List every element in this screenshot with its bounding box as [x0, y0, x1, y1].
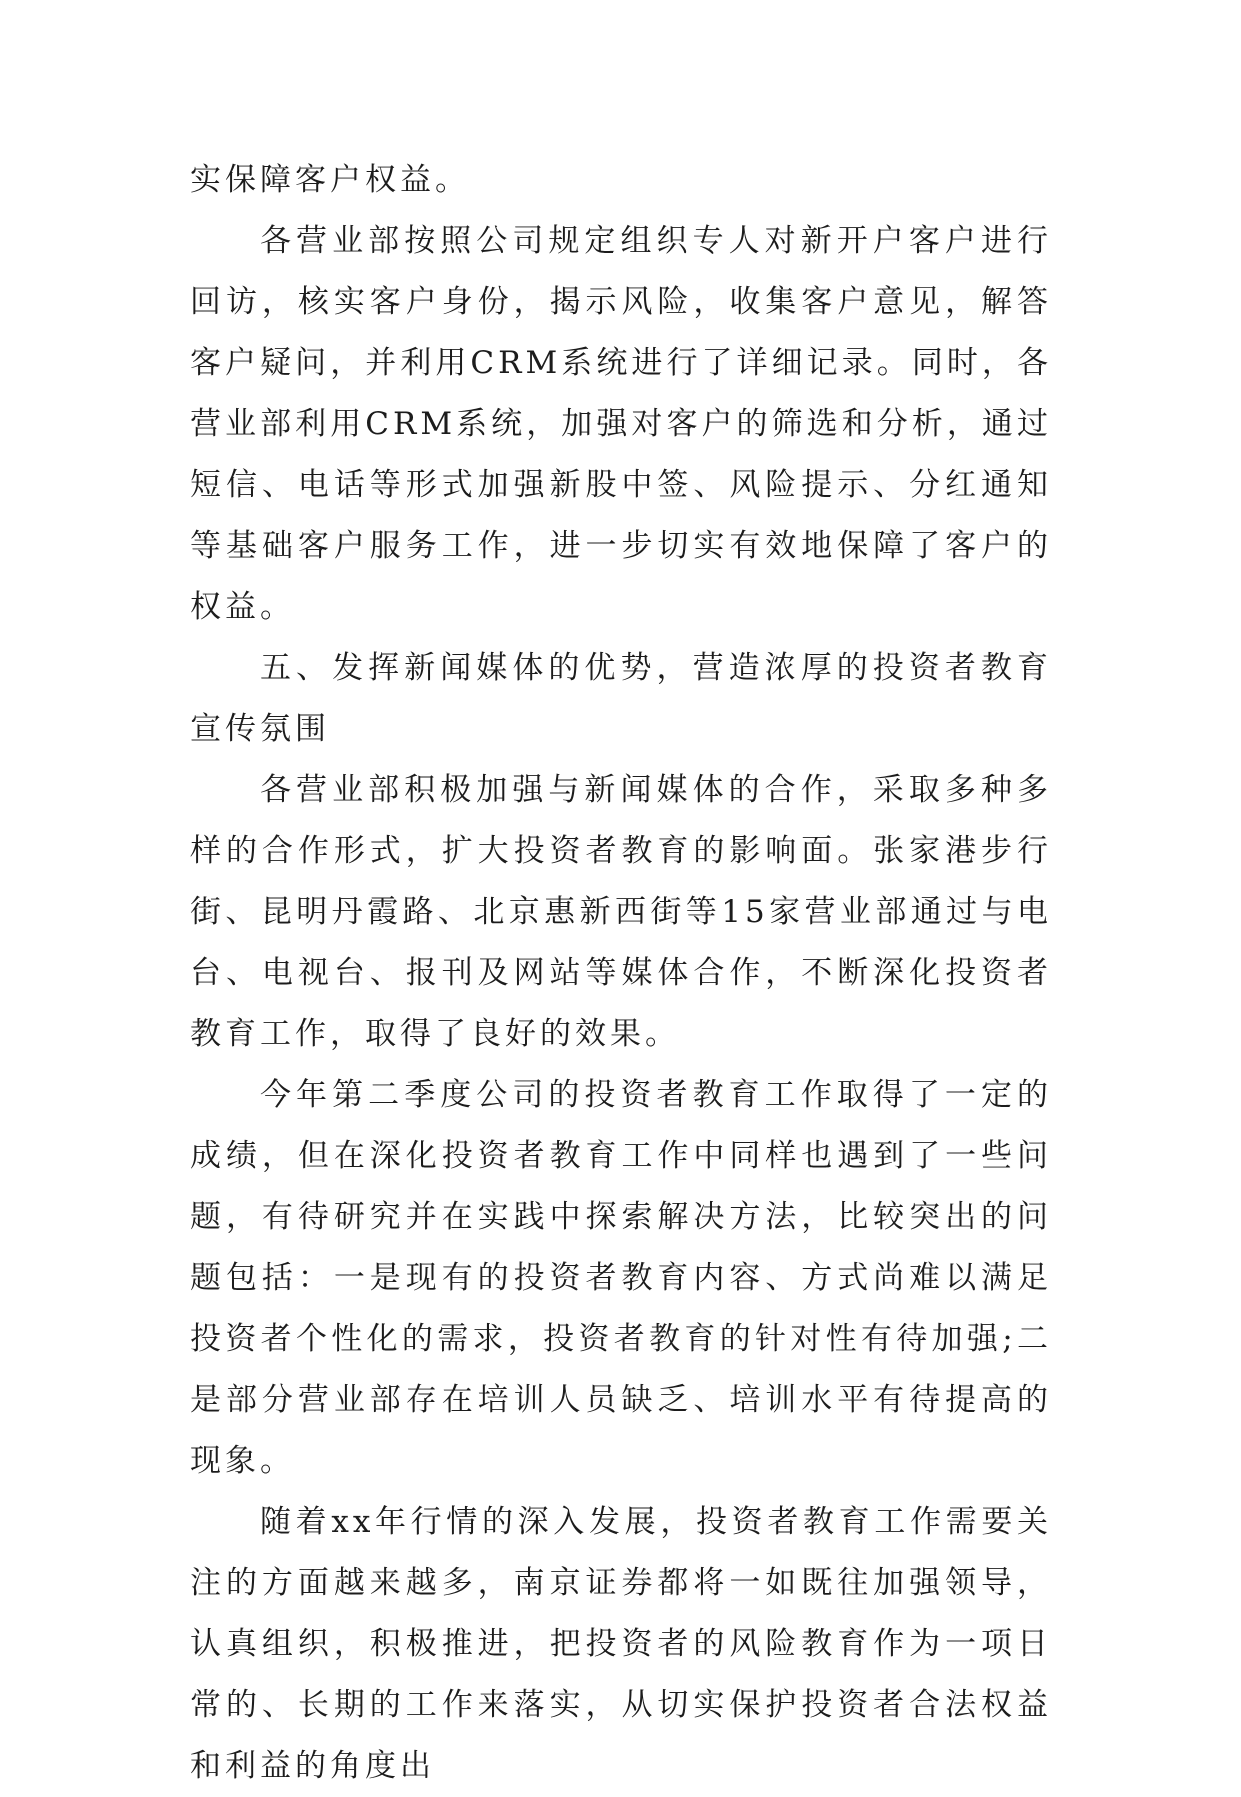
paragraph-outlook: 随着xx年行情的深入发展，投资者教育工作需要关注的方面越来越多，南京证券都将一如既往加强领导，认真组织，积极推进，把投资者的风险教育作为一项日常的、长期的工作来落实，从切实保护投资者合法权益和利益的角度出: [190, 1504, 1052, 1784]
paragraph-continuation: 实保障客户权益。: [190, 162, 470, 198]
paragraph-media-cooperation: 各营业部积极加强与新闻媒体的合作，采取多种多样的合作形式，扩大投资者教育的影响面。张家港步行街、昆明丹霞路、北京惠新西街等15家营业部通过与电台、电视台、报刊及网站等媒体合作，不断深化投资者教育工作，取得了良好的效果。: [190, 772, 1052, 1052]
section-heading-media: 五、发挥新闻媒体的优势，营造浓厚的投资者教育宣传氛围: [190, 650, 1052, 747]
document-page: [190, 150, 1052, 1797]
paragraph-problems: 今年第二季度公司的投资者教育工作取得了一定的成绩，但在深化投资者教育工作中同样也遇到了一些问题，有待研究并在实践中探索解决方法，比较突出的问题包括：一是现有的投资者教育内容、方式尚难以满足投资者个性化的需求，投资者教育的针对性有待加强;二是部分营业部存在培训人员缺乏、培训水平有待提高的现象。: [190, 1077, 1052, 1479]
paragraph-client-visits: 各营业部按照公司规定组织专人对新开户客户进行回访，核实客户身份，揭示风险，收集客户意见，解答客户疑问，并利用CRM系统进行了详细记录。同时，各营业部利用CRM系统，加强对客户的筛选和分析，通过短信、电话等形式加强新股中签、风险提示、分红通知等基础客户服务工作，进一步切实有效地保障了客户的权益。: [190, 223, 1052, 625]
